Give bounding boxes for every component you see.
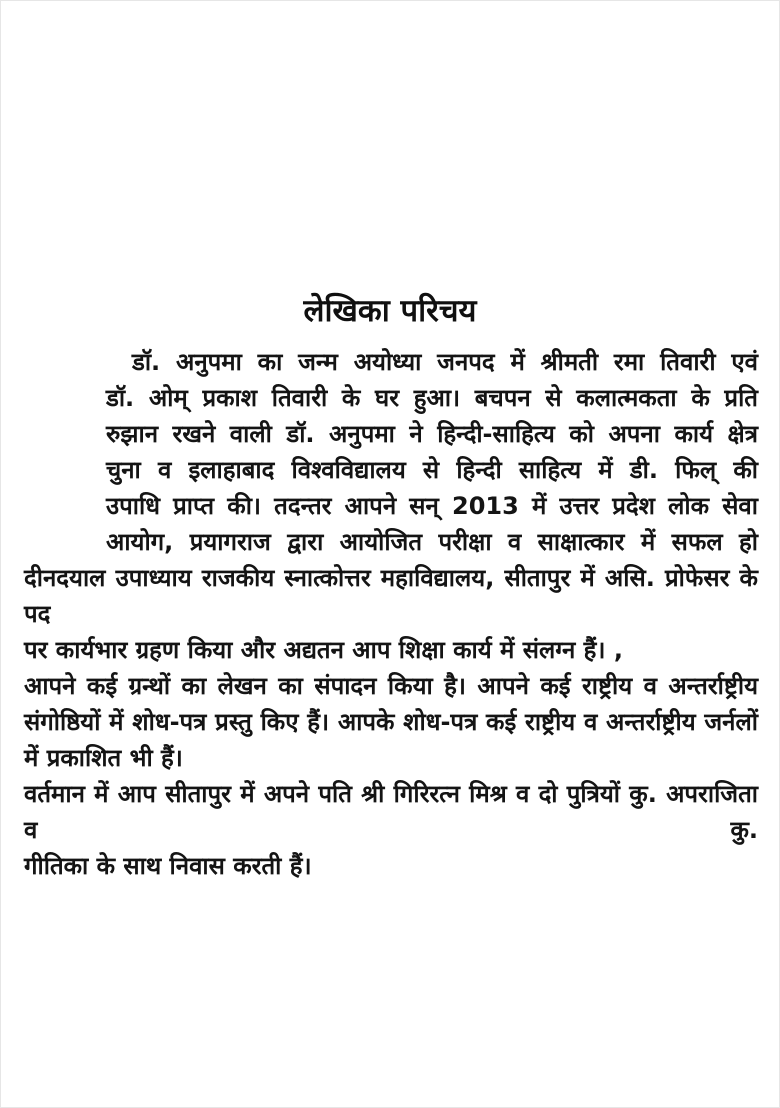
text-line: में प्रकाशित भी हैं।: [24, 744, 183, 772]
text-line: डॉ. अनुपमा का जन्म अयोध्या जनपद में श्रीमती रमा तिवारी एवं: [132, 348, 758, 376]
author-intro-indented-block: [106, 344, 758, 560]
text-line: गीतिका के साथ निवास करती हैं।: [24, 852, 312, 880]
text-line: डॉ. ओम् प्रकाश तिवारी के घर हुआ। बचपन से कलात्मकता के प्रति: [106, 384, 758, 412]
text-line: उपाधि प्राप्त की। तदन्तर आपने सन् 2013 में उत्तर प्रदेश लोक सेवा: [106, 492, 758, 520]
text-line: दीनदयाल उपाध्याय राजकीय स्नात्कोत्तर महाविद्यालय, सीतापुर में असि. प्रोफेसर के पद: [24, 564, 758, 628]
text-line: चुना व इलाहाबाद विश्वविद्यालय से हिन्दी साहित्य में डी. फिल् की: [106, 456, 758, 484]
text-line: वर्तमान में आप सीतापुर में अपने पति श्री गिरिरत्न मिश्र व दो पुत्रियों कु. अपराजिता व कु.: [24, 780, 758, 844]
text-line: आयोग, प्रयागराज द्वारा आयोजित परीक्षा व साक्षात्कार में सफल हो: [106, 528, 758, 556]
text-line: पर कार्यभार ग्रहण किया और अद्यतन आप शिक्षा कार्य में संलग्न हैं। ,: [24, 636, 623, 664]
text-line: आपने कई ग्रन्थों का लेखन का संपादन किया है। आपने कई राष्ट्रीय व अन्तर्राष्ट्रीय: [24, 672, 758, 700]
text-line: रुझान रखने वाली डॉ. अनुपमा ने हिन्दी-साहित्य को अपना कार्य क्षेत्र: [106, 420, 758, 448]
text-line: संगोष्ठियों में शोध-पत्र प्रस्तु किए हैं। आपके शोध-पत्र कई राष्ट्रीय व अन्तर्राष्ट्रीय जर्नलों: [24, 708, 758, 736]
page-title: लेखिका परिचय: [303, 293, 477, 329]
author-intro-full-width-block: [24, 560, 758, 884]
